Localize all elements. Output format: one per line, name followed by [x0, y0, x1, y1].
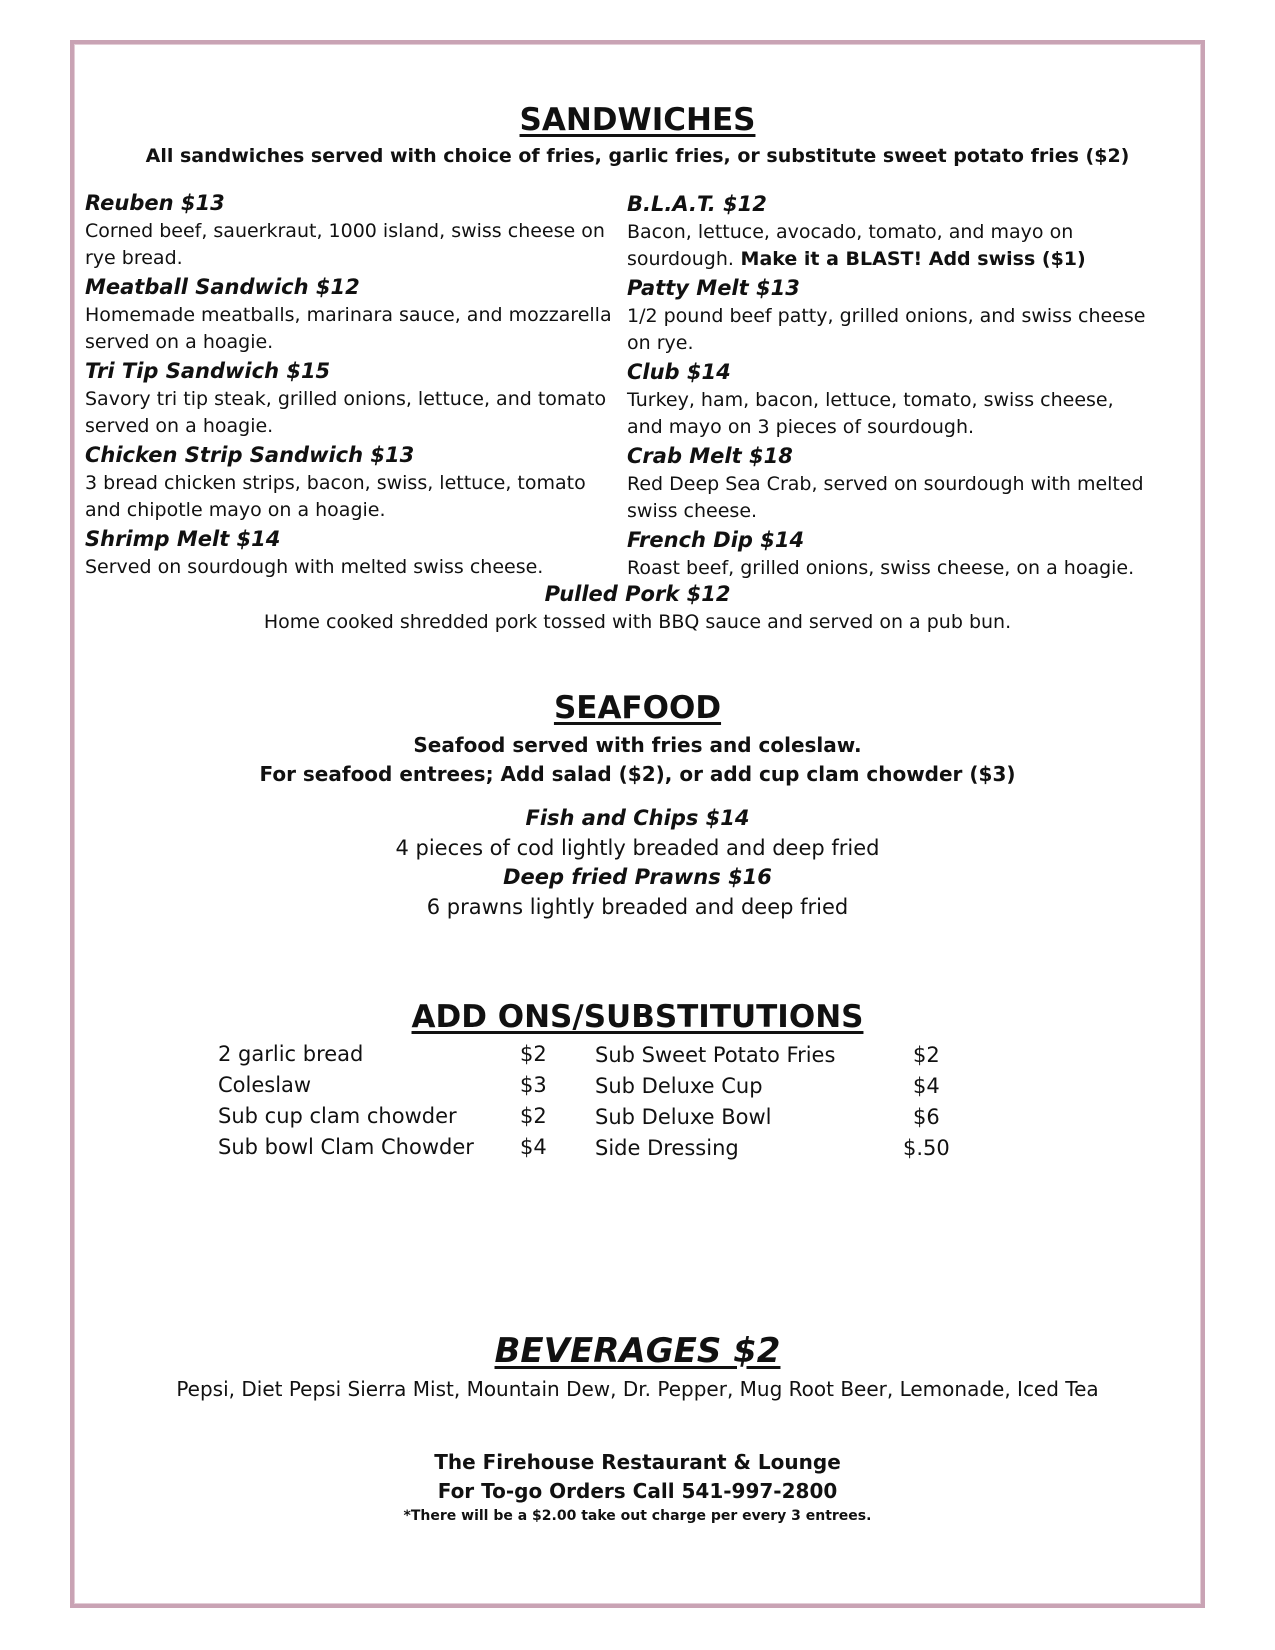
- item-name: Meatball Sandwich $12: [85, 275, 360, 299]
- menu-item: [85, 189, 625, 273]
- addon-row: [595, 1102, 965, 1133]
- addons-title: ADD ONS/SUBSTITUTIONS: [411, 999, 864, 1035]
- seafood-note: Seafood served with fries and coleslaw.: [413, 733, 862, 757]
- menu-item: [85, 525, 625, 581]
- seafood-title: SEAFOOD: [553, 690, 722, 726]
- prawns-name: Deep fried Prawns $16: [503, 865, 772, 889]
- item-name: Club $14: [627, 360, 731, 384]
- menu-item: [627, 190, 1152, 274]
- item-description: Turkey, ham, bacon, lettuce, tomato, swiss cheese, and mayo on 3 pieces of sourdough.: [627, 389, 1114, 438]
- item-description-upsell: Make it a BLAST! Add swiss ($1): [733, 248, 1086, 270]
- addons-right-list: [595, 1040, 965, 1164]
- item-description: Corned beef, sauerkraut, 1000 island, swiss cheese on rye bread.: [85, 220, 605, 269]
- addon-name: 2 garlic bread: [218, 1042, 364, 1066]
- addon-row: [218, 1039, 553, 1070]
- restaurant-name: The Firehouse Restaurant & Lounge: [434, 1450, 841, 1474]
- item-description: 1/2 pound beef patty, grilled onions, and swiss cheese on rye.: [627, 305, 1146, 354]
- menu-item: [627, 526, 1152, 582]
- addons-left-list: [218, 1039, 553, 1163]
- addon-price: $2: [913, 1043, 940, 1067]
- item-name: Chicken Strip Sandwich $13: [85, 443, 415, 467]
- item-description: [627, 219, 1152, 273]
- addon-name: Sub Sweet Potato Fries: [595, 1043, 836, 1067]
- sandwiches-right-column: [627, 190, 1152, 582]
- addon-price: $2: [520, 1042, 547, 1066]
- item-description: 3 bread chicken strips, bacon, swiss, lettuce, tomato and chipotle mayo on a hoagie.: [85, 472, 586, 521]
- seafood-addon-note: For seafood entrees; Add salad ($2), or add cup clam chowder ($3): [259, 762, 1016, 786]
- item-name: Tri Tip Sandwich $15: [85, 359, 331, 383]
- menu-item: [627, 442, 1152, 526]
- menu-item: [85, 357, 625, 441]
- item-name: Reuben $13: [85, 191, 225, 215]
- item-description: Homemade meatballs, marinara sauce, and mozzarella served on a hoagie.: [85, 304, 612, 353]
- addon-name: Sub cup clam chowder: [218, 1104, 457, 1128]
- addon-name: Coleslaw: [218, 1073, 312, 1097]
- addon-name: Sub bowl Clam Chowder: [218, 1135, 474, 1159]
- menu-item: [627, 274, 1152, 358]
- pulled-pork-description: Home cooked shredded pork tossed with BBQ sauce and served on a pub bun.: [263, 611, 1012, 633]
- item-name: Shrimp Melt $14: [85, 527, 281, 551]
- addon-name: Sub Deluxe Cup: [595, 1074, 763, 1098]
- item-description: Red Deep Sea Crab, served on sourdough with melted swiss cheese.: [627, 473, 1144, 522]
- prawns-description: 6 prawns lightly breaded and deep fried: [426, 895, 849, 919]
- item-description-text: Bacon, lettuce, avocado, tomato, and mayo on sourdough.: [627, 221, 1074, 270]
- addon-price: $4: [520, 1135, 547, 1159]
- addon-row: [218, 1070, 553, 1101]
- beverages-list: Pepsi, Diet Pepsi Sierra Mist, Mountain Dew, Dr. Pepper, Mug Root Beer, Lemonade, Iced Tea: [176, 1377, 1099, 1401]
- menu-item: [85, 441, 625, 525]
- sandwiches-left-column: [85, 189, 625, 581]
- addon-price: $6: [913, 1105, 940, 1129]
- item-name: French Dip $14: [627, 528, 805, 552]
- item-name: Crab Melt $18: [627, 444, 793, 468]
- pulled-pork-name: Pulled Pork $12: [544, 582, 731, 606]
- menu-item: [627, 358, 1152, 442]
- fish-and-chips-description: 4 pieces of cod lightly breaded and deep fried: [395, 836, 880, 860]
- beverages-title: BEVERAGES $2: [494, 1331, 781, 1371]
- takeout-charge-note: *There will be a $2.00 take out charge per every 3 entrees.: [403, 1508, 872, 1524]
- item-name: B.L.A.T. $12: [627, 192, 767, 216]
- addon-row: [595, 1040, 965, 1071]
- addon-name: Sub Deluxe Bowl: [595, 1105, 772, 1129]
- item-name: Patty Melt $13: [627, 276, 800, 300]
- item-description: Roast beef, grilled onions, swiss cheese, on a hoagie.: [627, 557, 1135, 579]
- addon-row: [218, 1101, 553, 1132]
- item-description: Savory tri tip steak, grilled onions, lettuce, and tomato served on a hoagie.: [85, 388, 607, 437]
- addon-row: [218, 1132, 553, 1163]
- sandwiches-subtitle: All sandwiches served with choice of fries, garlic fries, or substitute sweet potato fries ($2): [145, 145, 1130, 167]
- fish-and-chips-name: Fish and Chips $14: [525, 806, 750, 830]
- addon-price: $3: [520, 1073, 547, 1097]
- addon-price: $2: [520, 1104, 547, 1128]
- menu-item: [85, 273, 625, 357]
- addon-price: $.50: [903, 1136, 950, 1160]
- addon-row: [595, 1133, 965, 1164]
- sandwiches-title: SANDWICHES: [519, 102, 756, 138]
- item-description: Served on sourdough with melted swiss cheese.: [85, 556, 544, 578]
- addon-row: [595, 1071, 965, 1102]
- addon-name: Side Dressing: [595, 1136, 739, 1160]
- to-go-phone: For To-go Orders Call 541-997-2800: [437, 1479, 838, 1503]
- addon-price: $4: [913, 1074, 940, 1098]
